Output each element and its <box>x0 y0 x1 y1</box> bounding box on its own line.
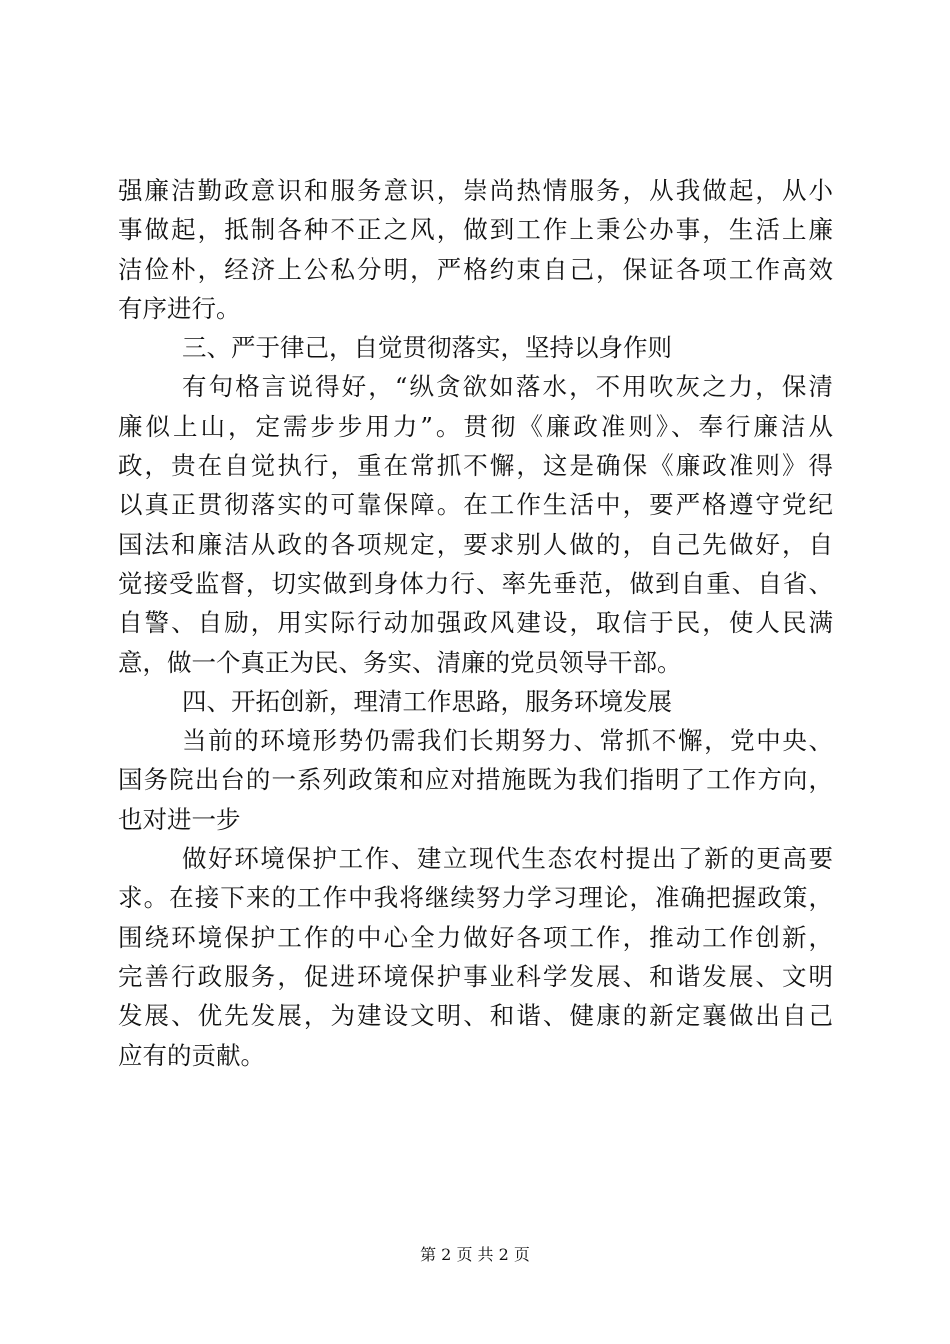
text-line-20: 围绕环境保护工作的中心全力做好各项工作，推动工作创新， <box>118 922 833 952</box>
text-line-4: 有序进行。 <box>118 293 241 323</box>
text-line-23: 应有的贡献。 <box>118 1040 265 1070</box>
text-line-6: 有句格言说得好，“纵贪欲如落水，不用吹灰之力，保清 <box>182 372 833 402</box>
text-line-3: 洁俭朴，经济上公私分明，严格约束自己，保证各项工作高效 <box>118 254 833 284</box>
text-line-11: 觉接受监督，切实做到身体力行、率先垂范，做到自重、自省、 <box>118 568 833 598</box>
text-line-18: 做好环境保护工作、建立现代生态农村提出了新的更高要 <box>182 844 833 874</box>
section-heading-3: 三、严于律己，自觉贯彻落实，坚持以身作则 <box>182 333 672 363</box>
text-line-21: 完善行政服务，促进环境保护事业科学发展、和谐发展、文明 <box>118 961 833 991</box>
text-line-9: 以真正贯彻落实的可靠保障。在工作生活中，要严格遵守党纪 <box>118 490 833 520</box>
text-line-13: 意，做一个真正为民、务实、清廉的党员领导干部。 <box>118 647 682 677</box>
section-heading-4: 四、开拓创新，理清工作思路，服务环境发展 <box>182 686 672 716</box>
text-line-19: 求。在接下来的工作中我将继续努力学习理论，准确把握政策， <box>118 883 833 913</box>
text-line-10: 国法和廉洁从政的各项规定，要求别人做的，自己先做好，自 <box>118 529 833 559</box>
text-line-12: 自警、自励，用实际行动加强政风建设，取信于民，使人民满 <box>118 608 833 638</box>
text-line-8: 政，贵在自觉执行，重在常抓不懈，这是确保《廉政准则》得 <box>118 451 833 481</box>
text-line-1: 强廉洁勤政意识和服务意识，崇尚热情服务，从我做起，从小 <box>118 176 833 205</box>
text-line-16: 国务院出台的一系列政策和应对措施既为我们指明了工作方向， <box>118 765 833 795</box>
page-number-footer: 第 2 页 共 2 页 <box>420 1245 530 1264</box>
text-line-17: 也对进一步 <box>118 804 241 834</box>
text-line-7: 廉似上山，定需步步用力”。贯彻《廉政准则》、奉行廉洁从 <box>118 411 833 441</box>
text-line-22: 发展、优先发展，为建设文明、和谐、健康的新定襄做出自己 <box>118 1001 833 1031</box>
document-body <box>118 171 833 1075</box>
text-line-15: 当前的环境形势仍需我们长期努力、常抓不懈，党中央、 <box>182 726 833 756</box>
text-line-2: 事做起，抵制各种不正之风，做到工作上秉公办事，生活上廉 <box>118 215 833 245</box>
